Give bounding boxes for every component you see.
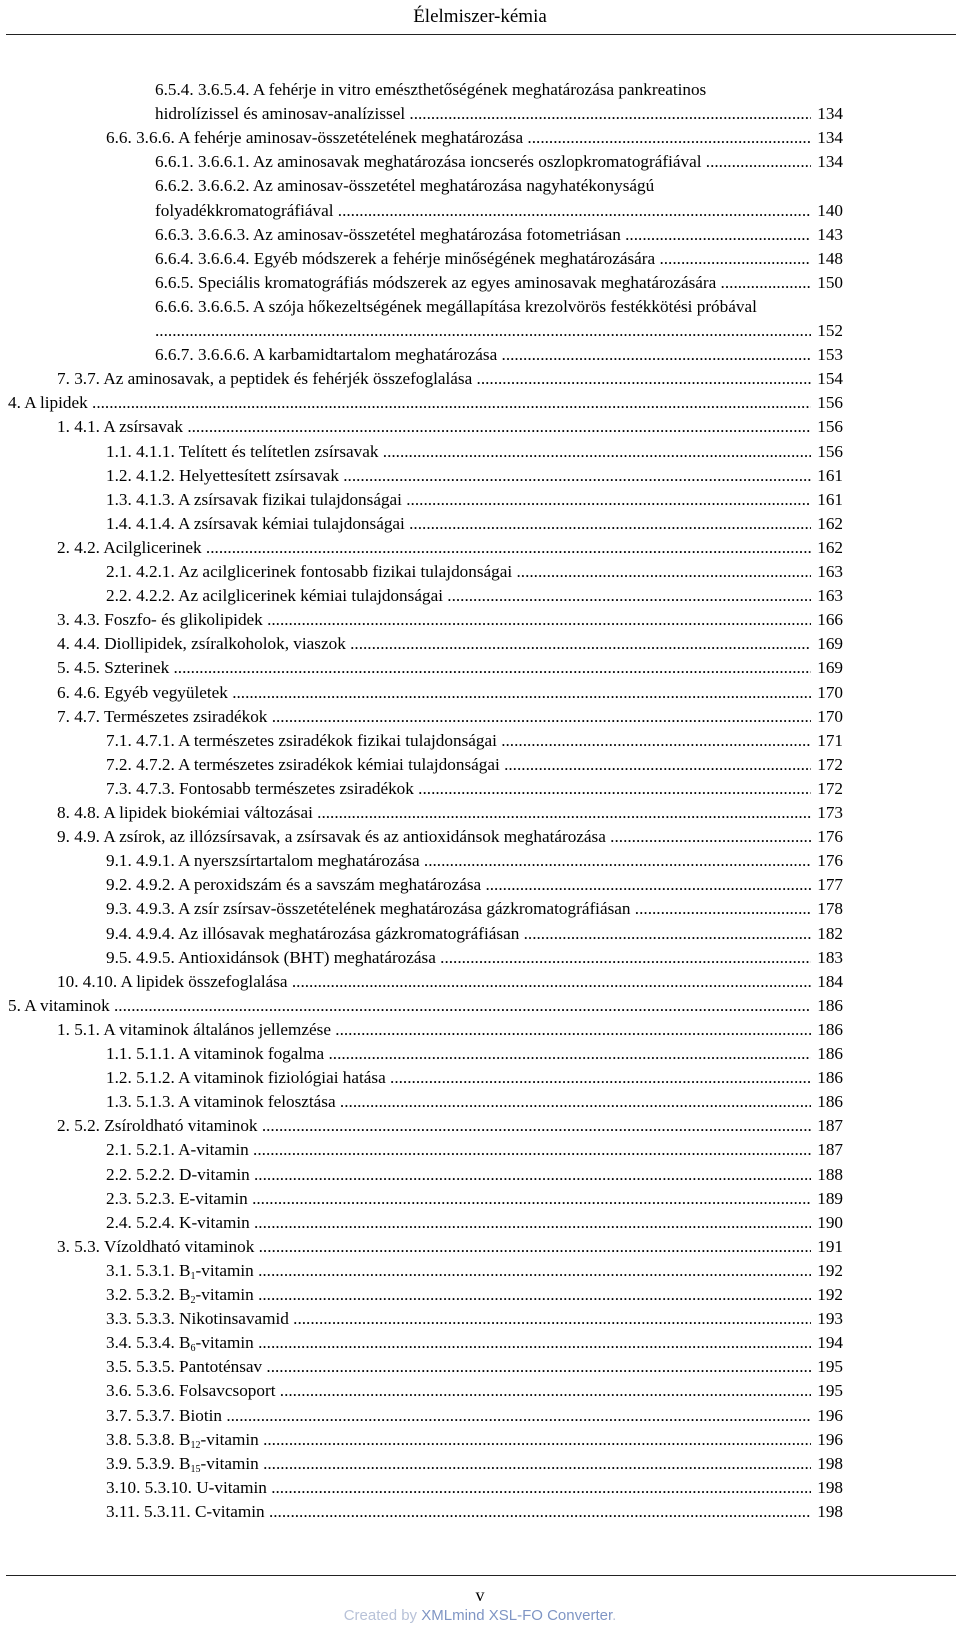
toc-entry-label: 9.2. 4.9.2. A peroxidszám és a savszám meghatározása — [106, 875, 482, 895]
toc-entry-label: 1.3. 5.1.3. A vitaminok felosztása — [106, 1092, 336, 1112]
toc-entry[interactable] — [57, 1114, 843, 1138]
toc-entry-title — [106, 897, 811, 921]
toc-entry-title — [57, 681, 811, 705]
toc-entry-title — [57, 656, 811, 680]
toc-entry[interactable] — [106, 946, 843, 970]
toc-entry-page-number: 156 — [817, 393, 843, 413]
credit-brand: XMLmind XSL-FO Converter — [421, 1607, 613, 1624]
toc-entry-label: 6.6.4. 3.6.6.4. Egyéb módszerek a fehérje minőségének meghatározására — [155, 248, 656, 268]
toc-entry-subscript: 15 — [190, 1463, 201, 1475]
header-divider — [6, 34, 956, 35]
toc-entry-label: 9.4. 4.9.4. Az illósavak meghatározása gázkromatográfiásan — [106, 923, 520, 943]
toc-entry-page-number: 193 — [817, 1309, 843, 1329]
toc-entry-label: 2.1. 4.2.1. Az acilglicerinek fontosabb fizikai tulajdonságai — [106, 562, 513, 581]
toc-entry-label: 8. 4.8. A lipidek biokémiai változásai — [57, 803, 313, 822]
toc-entry-label: 9.1. 4.9.1. A nyerszsírtartalom meghatározása — [106, 851, 420, 871]
toc-entry-title — [8, 391, 811, 415]
toc-entry-page-number: 134 — [817, 152, 843, 172]
toc-entry-page-number: 182 — [817, 923, 843, 943]
toc-entry[interactable] — [57, 801, 843, 825]
toc-entry[interactable] — [57, 681, 843, 705]
toc-entry-label: 9.5. 4.9.5. Antioxidánsok (BHT) meghatározása — [106, 947, 436, 967]
toc-entry-page-number: 176 — [817, 851, 843, 871]
toc-entry-title — [106, 1331, 811, 1355]
toc-entry-title — [8, 994, 811, 1018]
toc-entry-label: 6.5.4. 3.6.5.4. A fehérje in vitro emészthetőségének meghatározása pankreatinos — [155, 80, 707, 99]
toc-entry-page-number: 190 — [817, 1212, 843, 1232]
toc-entry-label: 6.6.5. Speciális kromatográfiás módszerek az egyes aminosavak meghatározására — [155, 272, 717, 292]
toc-entry-label: 3.6. 5.3.6. Folsavcsoport — [106, 1381, 276, 1401]
toc-entry[interactable] — [106, 1163, 843, 1187]
toc-entry-title — [106, 873, 811, 897]
toc-entry-label: 3.3. 5.3.3. Nikotinsavamid — [106, 1309, 289, 1329]
toc-entry[interactable] — [57, 608, 843, 632]
toc-entry-label: 6.6.6. 3.6.6.5. A szója hőkezeltségének megállapítása krezolvörös festékkötési próbával — [155, 296, 757, 316]
toc-entry-title — [106, 1066, 811, 1090]
toc-entry-title — [106, 1452, 811, 1476]
toc-entry-label: 10. 4.10. A lipidek összefoglalása — [57, 971, 288, 991]
toc-entry-title — [155, 80, 706, 99]
toc-entry[interactable] — [106, 729, 843, 753]
toc-entry-label: 9.3. 4.9.3. A zsír zsírsav-összetételének meghatározása gázkromatográfiásan — [106, 899, 631, 919]
toc-entry[interactable] — [106, 1090, 843, 1114]
toc-entry-page-number: 178 — [817, 899, 843, 919]
toc-entry-label: 6.6.1. 3.6.6.1. Az aminosavak meghatározása ioncserés oszlopkromatográfiával — [155, 152, 702, 172]
toc-entry-label: 1. 4.1. A zsírsavak — [57, 417, 184, 437]
toc-entry-label: 3.10. 5.3.10. U-vitamin — [106, 1477, 267, 1497]
toc-entry-label: 7. 3.7. Az aminosavak, a peptidek és fehérjék összefoglalása — [57, 369, 473, 389]
toc-entry-page-number: 186 — [817, 1068, 843, 1088]
toc-entry-title — [106, 584, 811, 608]
toc-entry[interactable] — [106, 584, 843, 608]
toc-entry[interactable] — [155, 174, 843, 198]
toc-entry[interactable] — [57, 415, 843, 439]
toc-entry[interactable] — [106, 1187, 843, 1211]
toc-entry-subscript: 1 — [190, 1270, 196, 1282]
toc-entry[interactable] — [106, 126, 843, 150]
toc-entry-title — [155, 319, 811, 343]
toc-entry[interactable] — [106, 1138, 843, 1162]
toc-entry[interactable] — [155, 78, 843, 102]
toc-entry[interactable] — [106, 922, 843, 946]
toc-entry-label: 1. 5.1. A vitaminok általános jellemzése — [57, 1019, 331, 1039]
toc-entry-label: 1.2. 4.1.2. Helyettesített zsírsavak — [106, 465, 339, 485]
toc-entry-page-number: 173 — [817, 803, 843, 822]
toc-entry-title — [106, 922, 811, 946]
toc-entry[interactable] — [57, 367, 843, 391]
toc-entry-label: 6.6.7. 3.6.6.6. A karbamidtartalom meghatározása — [155, 345, 498, 365]
toc-entry-title — [106, 1500, 811, 1524]
toc-entry-label: 2. 5.2. Zsíroldható vitaminok — [57, 1116, 258, 1136]
toc-entry[interactable] — [106, 1283, 843, 1307]
toc-entry-label: 2.3. 5.2.3. E-vitamin — [106, 1188, 248, 1208]
toc-entry-page-number: 177 — [817, 875, 843, 895]
toc-entry-title — [155, 223, 811, 247]
toc-entry-label: 3.8. 5.3.8. B — [106, 1429, 191, 1449]
toc-entry-label-suffix: -vitamin — [195, 1285, 254, 1304]
toc-entry-label: 1.1. 4.1.1. Telített és telítetlen zsírsavak — [106, 441, 379, 461]
toc-entry-title — [57, 632, 811, 656]
toc-entry-page-number: 171 — [817, 730, 843, 750]
toc-entry-title — [57, 367, 811, 391]
toc-entry-label: 3.5. 5.3.5. Pantoténsav — [106, 1357, 263, 1377]
toc-entry-label: 3.1. 5.3.1. B — [106, 1260, 191, 1280]
toc-entry-label: 3. 4.3. Foszfo- és glikolipidek — [57, 610, 263, 630]
toc-entry-title — [106, 488, 811, 512]
toc-entry-title — [106, 1042, 811, 1066]
toc-entry-subscript: 6 — [190, 1343, 196, 1355]
toc-entry-subscript: 2 — [190, 1295, 196, 1306]
toc-entry[interactable] — [8, 994, 843, 1018]
toc-entry-title — [106, 753, 811, 777]
toc-entry-title — [106, 1163, 811, 1187]
credit-prefix: Created by — [343, 1607, 422, 1624]
toc-entry[interactable] — [106, 1331, 843, 1355]
toc-entry-title — [106, 1428, 811, 1452]
toc-entry-page-number: 195 — [817, 1381, 843, 1401]
toc-entry[interactable] — [106, 849, 843, 873]
toc-entry-page-number: 170 — [817, 706, 843, 726]
toc-entry-page-number: 194 — [817, 1333, 843, 1353]
toc-entry[interactable] — [155, 150, 843, 174]
toc-entry-page-number: 195 — [817, 1357, 843, 1377]
toc-entry[interactable] — [106, 753, 843, 777]
footer-divider — [6, 1575, 956, 1576]
page-header-title: Élelmiszer-kémia — [413, 6, 547, 27]
toc-entry-title — [106, 777, 811, 801]
toc-entry-label: 7.1. 4.7.1. A természetes zsiradékok fizikai tulajdonságai — [106, 730, 497, 750]
toc-entry[interactable] — [155, 343, 843, 367]
toc-entry-page-number: 162 — [817, 537, 843, 557]
toc-entry-title — [106, 1187, 811, 1211]
toc-entry-title — [106, 1307, 811, 1331]
toc-entry-title — [155, 102, 811, 126]
toc-entry-label: 3.2. 5.3.2. B — [106, 1285, 191, 1304]
toc-entry-page-number: 169 — [817, 634, 843, 654]
toc-entry[interactable] — [155, 271, 843, 295]
toc-entry-title — [106, 560, 811, 584]
toc-entry[interactable] — [57, 632, 843, 656]
toc-entry-title — [106, 1379, 811, 1403]
toc-entry-page-number: 196 — [817, 1429, 843, 1449]
toc-entry[interactable] — [155, 102, 843, 126]
toc-entry-page-number: 140 — [817, 200, 843, 220]
toc-entry-page-number: 176 — [817, 827, 843, 847]
toc-entry-page-number: 183 — [817, 947, 843, 967]
toc-entry-subscript: 12 — [190, 1439, 201, 1451]
toc-entry-label-suffix: -vitamin — [195, 1333, 254, 1353]
toc-entry-page-number: 172 — [817, 778, 843, 798]
toc-entry-title — [106, 1211, 811, 1235]
toc-entry-page-number: 150 — [817, 272, 843, 292]
toc-entry-title — [106, 1476, 811, 1500]
toc-entry-title — [106, 1404, 811, 1428]
toc-entry-page-number: 170 — [817, 682, 843, 702]
toc-entry[interactable] — [106, 1476, 843, 1500]
toc-entry[interactable] — [57, 970, 843, 994]
toc-entry-label: 5. A vitaminok — [8, 995, 110, 1015]
toc-entry-page-number: 192 — [817, 1260, 843, 1280]
toc-entry[interactable] — [106, 1211, 843, 1235]
toc-entry[interactable] — [106, 1355, 843, 1379]
toc-entry-page-number: 161 — [817, 489, 843, 509]
toc-entry-title — [57, 536, 811, 560]
credit-suffix: . — [612, 1607, 617, 1624]
toc-entry-title — [155, 176, 654, 195]
toc-entry-label: 7. 4.7. Természetes zsiradékok — [57, 706, 268, 726]
toc-entry-label-suffix: -vitamin — [195, 1260, 254, 1280]
toc-entry-title — [57, 1114, 811, 1138]
toc-entry-label: 2.2. 4.2.2. Az acilglicerinek kémiai tulajdonságai — [106, 586, 443, 606]
toc-entry-title — [106, 849, 811, 873]
toc-entry-title — [106, 512, 811, 536]
toc-entry-label: folyadékkromatográfiával — [155, 200, 334, 220]
toc-entry[interactable] — [57, 705, 843, 729]
toc-entry[interactable] — [106, 1452, 843, 1476]
toc-entry-page-number: 187 — [817, 1140, 843, 1160]
toc-entry-page-number: 156 — [817, 441, 843, 461]
toc-entry[interactable] — [57, 825, 843, 849]
toc-entry[interactable] — [8, 391, 843, 415]
toc-entry-label: 4. A lipidek — [8, 393, 88, 413]
toc-entry-title — [106, 126, 811, 150]
toc-entry-page-number: 161 — [817, 465, 843, 485]
toc-entry-title — [106, 1283, 811, 1307]
toc-entry-label: 5. 4.5. Szterinek — [57, 658, 170, 678]
toc-entry-page-number: 186 — [817, 995, 843, 1015]
toc-entry-page-number: 156 — [817, 417, 843, 437]
toc-entry-page-number: 198 — [817, 1477, 843, 1497]
toc-entry[interactable] — [57, 1018, 843, 1042]
toc-entry-page-number: 148 — [817, 248, 843, 268]
toc-entry-title — [155, 199, 811, 223]
toc-entry-title — [57, 801, 811, 825]
toc-entry[interactable] — [57, 1235, 843, 1259]
toc-entry-label: 1.4. 4.1.4. A zsírsavak kémiai tulajdonságai — [106, 513, 405, 533]
toc-entry[interactable] — [57, 656, 843, 680]
toc-entry-label-suffix: -vitamin — [200, 1453, 259, 1473]
toc-entry-label: 1.1. 5.1.1. A vitaminok fogalma — [106, 1044, 325, 1063]
toc-entry-page-number: 186 — [817, 1019, 843, 1039]
toc-entry-page-number: 186 — [817, 1092, 843, 1112]
converter-credit — [0, 1606, 960, 1626]
toc-entry[interactable] — [106, 464, 843, 488]
toc-entry-title — [106, 729, 811, 753]
toc-entry-label: 2.4. 5.2.4. K-vitamin — [106, 1212, 250, 1232]
toc-entry[interactable] — [106, 1379, 843, 1403]
toc-entry-label: 2.1. 5.2.1. A-vitamin — [106, 1140, 249, 1160]
toc-entry-label: 2. 4.2. Acilglicerinek — [57, 537, 202, 557]
toc-entry-title — [57, 415, 811, 439]
toc-entry[interactable] — [106, 488, 843, 512]
toc-entry-page-number: 186 — [817, 1044, 843, 1063]
toc-entry-label: 1.3. 4.1.3. A zsírsavak fizikai tulajdonságai — [106, 489, 402, 509]
toc-entry[interactable] — [106, 1066, 843, 1090]
toc-entry-title — [155, 150, 811, 174]
toc-entry-label: 3.7. 5.3.7. Biotin — [106, 1405, 223, 1425]
toc-entry[interactable] — [106, 1307, 843, 1331]
toc-entry[interactable] — [106, 1259, 843, 1283]
toc-entry-page-number: 189 — [817, 1188, 843, 1208]
toc-entry-title — [106, 1138, 811, 1162]
toc-entry-title — [106, 1259, 811, 1283]
toc-entry-page-number: 198 — [817, 1501, 843, 1521]
toc-entry-title — [155, 271, 811, 295]
toc-entry-title — [155, 247, 811, 271]
toc-entry[interactable] — [155, 295, 900, 319]
toc-entry[interactable] — [106, 440, 843, 464]
toc-entry-label: 7.3. 4.7.3. Fontosabb természetes zsiradékok — [106, 778, 414, 798]
toc-entry[interactable] — [155, 247, 843, 271]
toc-entry-page-number: 192 — [817, 1285, 843, 1304]
toc-entry-label: 1.2. 5.1.2. A vitaminok fiziológiai hatása — [106, 1068, 386, 1088]
toc-entry-title — [57, 608, 811, 632]
toc-entry-title — [57, 1235, 811, 1259]
toc-entry-page-number: 191 — [817, 1236, 843, 1256]
toc-entry-label: hidrolízissel és aminosav-analízissel — [155, 104, 406, 124]
toc-entry[interactable] — [57, 536, 843, 560]
toc-entry-title — [155, 343, 811, 367]
toc-entry[interactable] — [106, 560, 843, 584]
page-number: v — [475, 1585, 485, 1605]
toc-entry[interactable] — [106, 1042, 843, 1066]
toc-entry-page-number: 196 — [817, 1405, 843, 1425]
toc-entry-label: 6. 4.6. Egyéb vegyületek — [57, 682, 228, 702]
toc-entry[interactable] — [106, 512, 843, 536]
toc-entry[interactable] — [106, 1404, 843, 1428]
toc-entry-label: 3.9. 5.3.9. B — [106, 1453, 191, 1473]
toc-entry-label: 2.2. 5.2.2. D-vitamin — [106, 1164, 250, 1184]
toc-entry-title — [57, 705, 811, 729]
toc-entry[interactable] — [106, 897, 843, 921]
toc-entry-title — [106, 464, 811, 488]
toc-entry-page-number: 187 — [817, 1116, 843, 1136]
toc-entry[interactable] — [106, 873, 843, 897]
toc-entry-page-number: 163 — [817, 562, 843, 581]
toc-entry-page-number: 166 — [817, 610, 843, 630]
toc-entry-title — [106, 1355, 811, 1379]
toc-entry-page-number: 169 — [817, 658, 843, 678]
toc-entry-title — [106, 1090, 811, 1114]
toc-entry[interactable] — [155, 199, 843, 223]
toc-entry-label-suffix: -vitamin — [200, 1429, 259, 1449]
toc-entry-page-number: 134 — [817, 104, 843, 124]
toc-entry-title — [57, 970, 811, 994]
toc-entry-page-number: 152 — [817, 321, 843, 340]
toc-entry-page-number: 184 — [817, 971, 843, 991]
toc-entry-label: 6.6. 3.6.6. A fehérje aminosav-összetételének meghatározása — [106, 128, 524, 148]
toc-entry[interactable] — [155, 223, 843, 247]
toc-entry-page-number: 162 — [817, 513, 843, 533]
toc-entry-title — [57, 825, 811, 849]
toc-entry-label: 6.6.3. 3.6.6.3. Az aminosav-összetétel meghatározása fotometriásan — [155, 224, 621, 244]
toc-entry[interactable] — [106, 1500, 843, 1524]
toc-entry-page-number: 154 — [817, 369, 843, 389]
toc-entry-label: 6.6.2. 3.6.6.2. Az aminosav-összetétel meghatározása nagyhatékonyságú — [155, 176, 655, 196]
toc-entry[interactable] — [106, 777, 843, 801]
toc-entry-label: 9. 4.9. A zsírok, az illózsírsavak, a zsírsavak és az antioxidánsok meghatározása — [57, 827, 606, 847]
toc-entry-title — [106, 440, 811, 464]
toc-entry-page-number: 188 — [817, 1164, 843, 1184]
toc-entry-title — [155, 297, 757, 316]
toc-entry-title — [106, 946, 811, 970]
toc-entry-page-number: 163 — [817, 586, 843, 606]
toc-entry-label: 3.11. 5.3.11. C-vitamin — [106, 1501, 265, 1521]
toc-entry-label: 3. 5.3. Vízoldható vitaminok — [57, 1236, 255, 1256]
toc-entry-page-number: 134 — [817, 128, 843, 148]
toc-entry-page-number: 198 — [817, 1453, 843, 1473]
toc-entry-label: 7.2. 4.7.2. A természetes zsiradékok kémiai tulajdonságai — [106, 754, 500, 774]
toc-entry[interactable] — [155, 319, 843, 343]
toc-entry-page-number: 153 — [817, 345, 843, 365]
toc-entry-label: 3.4. 5.3.4. B — [106, 1333, 191, 1353]
toc-entry-page-number: 143 — [817, 224, 843, 244]
toc-entry-label: 4. 4.4. Diollipidek, zsíralkoholok, viaszok — [57, 634, 346, 654]
toc-entry-title — [57, 1018, 811, 1042]
toc-entry-page-number: 172 — [817, 754, 843, 774]
toc-entry[interactable] — [106, 1428, 843, 1452]
